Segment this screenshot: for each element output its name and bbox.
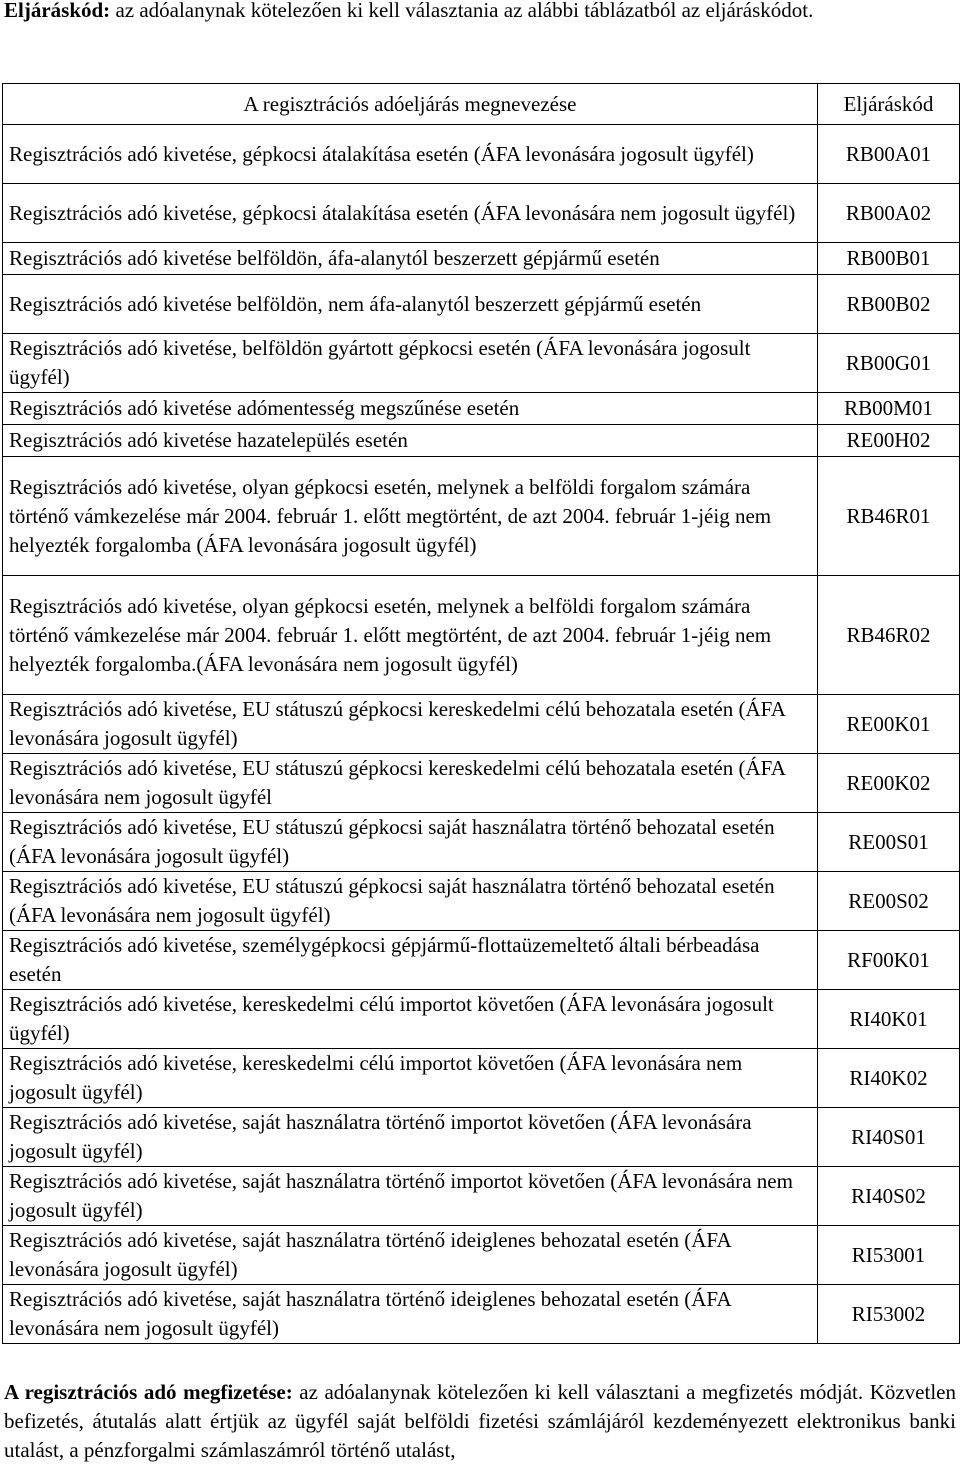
- header-procedure-code: Eljáráskód: [818, 84, 960, 125]
- intro-text: az adóalanynak kötelezően ki kell választania az alábbi táblázatból az eljáráskódot.: [110, 0, 814, 22]
- table-row: [3, 754, 960, 813]
- procedure-name: Regisztrációs adó kivetése, személygépkocsi gépjármű-flottaüzemeltető általi bérbeadása esetén: [3, 931, 818, 990]
- procedure-code: RE00H02: [818, 425, 960, 457]
- procedure-name: Regisztrációs adó kivetése, gépkocsi átalakítása esetén (ÁFA levonására jogosult ügyfél): [3, 125, 818, 184]
- table-row: [3, 1285, 960, 1344]
- intro-paragraph: [4, 0, 956, 25]
- payment-paragraph: [4, 1378, 956, 1465]
- procedure-code: RE00K02: [818, 754, 960, 813]
- procedure-name: Regisztrációs adó kivetése, saját használatra történő ideiglenes behozatal esetén (ÁFA levonására nem jogosult ügyfél): [3, 1285, 818, 1344]
- table-row: [3, 576, 960, 695]
- procedure-code: RI40S01: [818, 1108, 960, 1167]
- procedure-code: RB00A01: [818, 125, 960, 184]
- procedure-code: RI40S02: [818, 1167, 960, 1226]
- procedure-code: RE00S01: [818, 813, 960, 872]
- procedure-name: Regisztrációs adó kivetése, belföldön gyártott gépkocsi esetén (ÁFA levonására jogosult ügyfél): [3, 334, 818, 393]
- procedure-code: RB00M01: [818, 393, 960, 425]
- procedure-code: RF00K01: [818, 931, 960, 990]
- procedure-name: Regisztrációs adó kivetése, EU státuszú gépkocsi saját használatra történő behozatal esetén (ÁFA levonására jogosult ügyfél): [3, 813, 818, 872]
- procedure-name: Regisztrációs adó kivetése, saját használatra történő ideiglenes behozatal esetén (ÁFA levonására jogosult ügyfél): [3, 1226, 818, 1285]
- table-header-row: [3, 84, 960, 125]
- procedure-code-table: [2, 83, 960, 1344]
- procedure-code: RB00B01: [818, 243, 960, 275]
- table-row: [3, 990, 960, 1049]
- procedure-name: Regisztrációs adó kivetése, olyan gépkocsi esetén, melynek a belföldi forgalom számára történő vámkezelése már 2004. február 1. előtt megtörtént, de azt 2004. február 1-jéig nem helyezték forgalomba (ÁFA levonására jogosult ügyfél): [3, 457, 818, 576]
- payment-text: az adóalanynak kötelezően ki kell választani a megfizetés módját. Közvetlen befizetés, átutalás alatt értjük az ügyfél saját belföldi fizetési számlájáról kezdeményezett elektronikus banki utalást, a pénzforgalmi számlaszámról történő utalást,: [4, 1380, 956, 1462]
- table-row: [3, 184, 960, 243]
- procedure-name: Regisztrációs adó kivetése hazatelepülés esetén: [3, 425, 818, 457]
- intro-label: Eljáráskód:: [4, 0, 111, 22]
- table-row: [3, 872, 960, 931]
- procedure-code: RI40K01: [818, 990, 960, 1049]
- table-row: [3, 275, 960, 334]
- procedure-code: RE00S02: [818, 872, 960, 931]
- table-row: [3, 334, 960, 393]
- procedure-name: Regisztrációs adó kivetése, saját használatra történő importot követően (ÁFA levonására jogosult ügyfél): [3, 1108, 818, 1167]
- table-row: [3, 125, 960, 184]
- procedure-name: Regisztrációs adó kivetése belföldön, nem áfa-alanytól beszerzett gépjármű esetén: [3, 275, 818, 334]
- procedure-name: Regisztrációs adó kivetése, saját használatra történő importot követően (ÁFA levonására nem jogosult ügyfél): [3, 1167, 818, 1226]
- table-row: [3, 425, 960, 457]
- procedure-code: RB00A02: [818, 184, 960, 243]
- table-row: [3, 457, 960, 576]
- procedure-name: Regisztrációs adó kivetése, EU státuszú gépkocsi kereskedelmi célú behozatala esetén (ÁFA levonására jogosult ügyfél): [3, 695, 818, 754]
- procedure-code: RI53001: [818, 1226, 960, 1285]
- procedure-name: Regisztrációs adó kivetése, kereskedelmi célú importot követően (ÁFA levonására jogosult ügyfél): [3, 990, 818, 1049]
- procedure-name: Regisztrációs adó kivetése, gépkocsi átalakítása esetén (ÁFA levonására nem jogosult ügyfél): [3, 184, 818, 243]
- table-row: [3, 1108, 960, 1167]
- table-row: [3, 243, 960, 275]
- procedure-code: RB46R02: [818, 576, 960, 695]
- procedure-name: Regisztrációs adó kivetése adómentesség megszűnése esetén: [3, 393, 818, 425]
- procedure-name: Regisztrációs adó kivetése, olyan gépkocsi esetén, melynek a belföldi forgalom számára történő vámkezelése már 2004. február 1. előtt megtörtént, de azt 2004. február 1-jéig nem helyezték forgalomba.(ÁFA levonására nem jogosult ügyfél): [3, 576, 818, 695]
- payment-label: A regisztrációs adó megfizetése:: [4, 1380, 293, 1404]
- procedure-code: RB00B02: [818, 275, 960, 334]
- header-procedure-name: A regisztrációs adóeljárás megnevezése: [3, 84, 818, 125]
- procedure-name: Regisztrációs adó kivetése, kereskedelmi célú importot követően (ÁFA levonására nem jogosult ügyfél): [3, 1049, 818, 1108]
- procedure-code: RB00G01: [818, 334, 960, 393]
- procedure-name: Regisztrációs adó kivetése, EU státuszú gépkocsi saját használatra történő behozatal esetén (ÁFA levonására nem jogosult ügyfél): [3, 872, 818, 931]
- procedure-name: Regisztrációs adó kivetése belföldön, áfa-alanytól beszerzett gépjármű esetén: [3, 243, 818, 275]
- table-row: [3, 813, 960, 872]
- procedure-code: RB46R01: [818, 457, 960, 576]
- table-row: [3, 1226, 960, 1285]
- procedure-name: Regisztrációs adó kivetése, EU státuszú gépkocsi kereskedelmi célú behozatala esetén (ÁFA levonására nem jogosult ügyfél: [3, 754, 818, 813]
- table-row: [3, 393, 960, 425]
- procedure-code: RI40K02: [818, 1049, 960, 1108]
- procedure-code: RE00K01: [818, 695, 960, 754]
- procedure-code: RI53002: [818, 1285, 960, 1344]
- table-row: [3, 1167, 960, 1226]
- table-row: [3, 931, 960, 990]
- table-row: [3, 1049, 960, 1108]
- table-row: [3, 695, 960, 754]
